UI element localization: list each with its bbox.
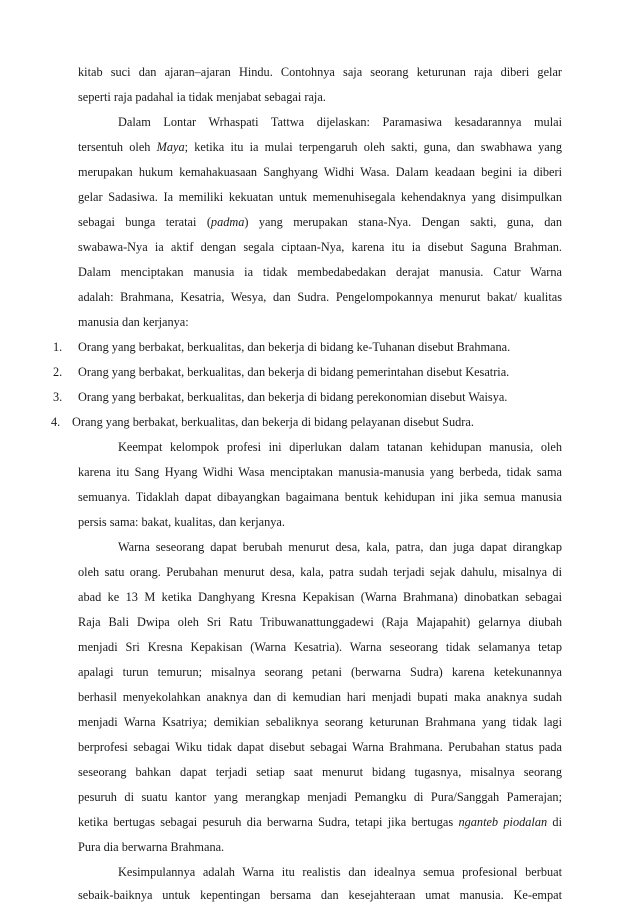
list-number: 2. [53,365,63,379]
italic-term: padma [210,215,245,229]
text-line: menjadi Sri Kresna Kepakisan (Warna Kesatria). Warna seseorang tidak selamanya tetap [78,640,562,654]
italic-term: nganteb piodalan [458,815,548,829]
text-line: berprofesi sebagai Wiku tidak dapat disebut sebagai Warna Brahmana. Perubahan status pada [78,740,562,754]
text-line: Raja Bali Dwipa oleh Sri Ratu Tribuwanattunggadewi (Raja Majapahit) gelarnya diubah [78,615,562,629]
list-item: Orang yang berbakat, berkualitas, dan bekerja di bidang pemerintahan disebut Kesatria. [78,365,510,379]
text-line: oleh satu orang. Perubahan menurut desa, kala, patra sudah terjadi sejak dahulu, misalnya di [78,565,562,579]
text-line: abad ke 13 M ketika Danghyang Kresna Kepakisan (Warna Brahmana) dinobatkan sebagai [78,590,562,604]
italic-term: Maya [156,140,185,154]
text-line: kitab suci dan ajaran–ajaran Hindu. Contohnya saja seorang keturunan raja diberi gelar [78,65,562,79]
text-line: Dalam menciptakan manusia ia tidak membedabedakan derajat manusia. Catur Warna [78,265,562,279]
text-line: sebagai bunga teratai (padma) yang merupakan stana-Nya. Dengan sakti, guna, dan [78,215,562,229]
text-line: gelar Sadasiwa. Ia memiliki kekuatan untuk memenuhisegala kehendaknya yang disimpulkan [78,190,562,204]
text-line: tersentuh oleh Maya; ketika itu ia mulai terpengaruh oleh sakti, guna, dan swabhawa yang [78,140,562,154]
paragraph-start: Warna seseorang dapat berubah menurut desa, kala, patra, dan juga dapat dirangkap [118,540,562,554]
text-line: sebaik-baiknya untuk kepentingan bersama dan kesejahteraan umat manusia. Ke-empat [78,888,562,902]
text-line: Pura dia berwarna Brahmana. [78,840,225,854]
list-item: Orang yang berbakat, berkualitas, dan bekerja di bidang ke-Tuhanan disebut Brahmana. [78,340,511,354]
paragraph-start: Keempat kelompok profesi ini diperlukan dalam tatanan kehidupan manusia, oleh [118,440,562,454]
text-line: seperti raja padahal ia tidak menjabat sebagai raja. [78,90,326,104]
list-item: Orang yang berbakat, berkualitas, dan bekerja di bidang pelayanan disebut Sudra. [72,415,474,429]
text-line: menjadi Warna Ksatriya; demikian sebaliknya seorang keturunan Brahmana yang tidak lagi [78,715,562,729]
text-line: apalagi turun temurun; misalnya seorang petani (berwarna Sudra) karena ketekunannya [78,665,562,679]
text-line: berhasil menyekolahkan anaknya dan di kemudian hari menjadi bupati maka anaknya sudah [78,690,562,704]
paragraph-start: Kesimpulannya adalah Warna itu realistis dan idealnya semua profesional berbuat [118,865,562,879]
text-line: semuanya. Tidaklah dapat dibayangkan bagaimana bentuk kehidupan ini jika semua manusia [78,490,562,504]
text-line: persis sama: bakat, kualitas, dan kerjanya. [78,515,285,529]
text-line: pesuruh di suatu kantor yang merangkap menjadi Pemangku di Pura/Sanggah Pamerajan; [78,790,562,804]
paragraph-start: Dalam Lontar Wrhaspati Tattwa dijelaskan: Paramasiwa kesadarannya mulai [118,115,562,129]
text-line: ketika bertugas sebagai pesuruh dia berwarna Sudra, tetapi jika bertugas nganteb piodalan di [78,815,562,829]
list-item: Orang yang berbakat, berkualitas, dan bekerja di bidang perekonomian disebut Waisya. [78,390,508,404]
text-line: manusia dan kerjanya: [78,315,189,329]
text-line: merupakan hukum kemahakuasaan Sanghyang Widhi Wasa. Dalam keadaan begini ia diberi [78,165,562,179]
list-number: 3. [53,390,63,404]
text-line: adalah: Brahmana, Kesatria, Wesya, dan Sudra. Pengelompokannya menurut bakat/ kualitas [78,290,562,304]
list-number: 4. [51,415,61,429]
list-number: 1. [53,340,63,354]
text-line: swabawa-Nya ia aktif dengan segala ciptaan-Nya, karena itu ia disebut Saguna Brahman. [78,240,562,254]
text-line: karena itu Sang Hyang Widhi Wasa menciptakan manusia-manusia yang berbeda, tidak sama [78,465,562,479]
text-line: seseorang bahkan dapat terjadi setiap saat menurut bidang tugasnya, misalnya seorang [78,765,562,779]
